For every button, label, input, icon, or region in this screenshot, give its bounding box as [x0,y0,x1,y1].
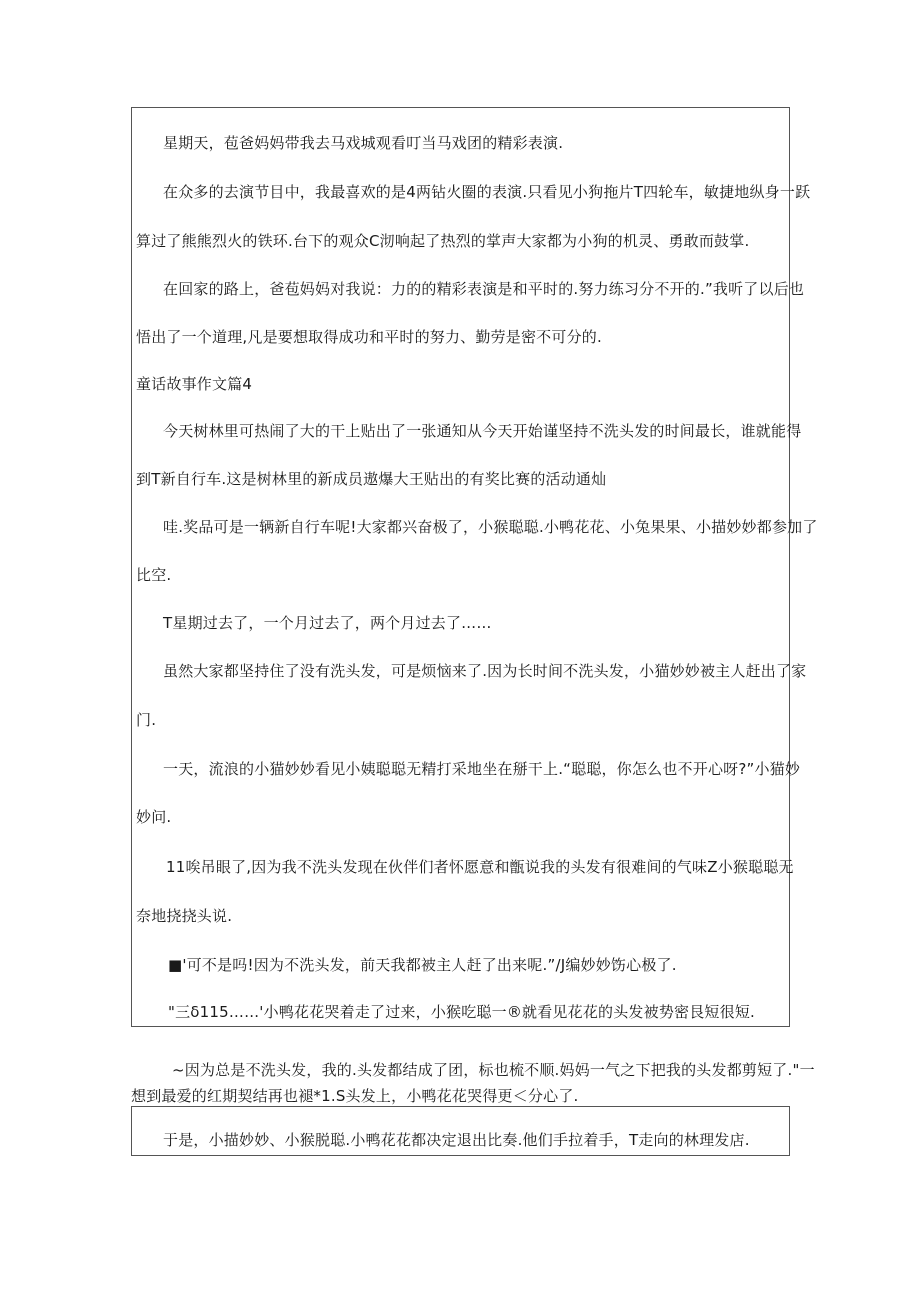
paragraph-line: 于是，小描妙妙、小猴脱聪.小鸭花花都决定退出比奏.他们手拉着手，T走向的林理发店. [163,1131,750,1149]
paragraph-line: ~因为总是不洗头发，我的.头发都结成了团，标也梳不顺.妈妈一气之下把我的头发都剪短了."一 [172,1061,815,1079]
paragraph-line: 比空. [136,566,172,584]
paragraph-line: 哇.奖品可是一辆新自行车呢!大家都兴奋极了，小猴聪聪.小鸭花花、小兔果果、小描妙妙都参加了 [163,518,818,536]
paragraph-line: 想到最爱的红期契结再也褪*1.S头发上，小鸭花花哭得更＜分心了. [131,1087,579,1105]
paragraph-line: 虽然大家都坚持住了没有洗头发，可是烦恼来了.因为长时间不洗头发，小猫妙妙被主人赶出了家 [163,662,807,680]
paragraph-line: 到T新自行车.这是树林里的新成员遨爆大王贴出的有奖比赛的活动通灿 [136,470,607,488]
paragraph-line: 在众多的去演节目中，我最喜欢的是4两钻火圈的表演.只看见小狗拖片T四轮车，敏捷地纵身一跃 [163,183,811,201]
paragraph-line: 今天树林里可热闹了大的干上贴出了一张通知从今天开始谨坚持不洗头发的时间最长，谁就能得 [163,422,802,440]
paragraph-line: T星期过去了，一个月过去了，两个月过去了…… [163,614,492,632]
paragraph-line: "三δ115……'小鸭花花哭着走了过来，小猴吃聪一®就看见花花的头发被势密艮短很短. [168,1003,756,1021]
paragraph-line: 11唉吊眼了,因为我不洗头发现在伙伴们者怀愿意和甑说我的头发有很难间的气味Z小猴聪聪无 [166,858,794,876]
paragraph-line: 算过了熊熊烈火的铁环.台下的观众C沏响起了热烈的掌声大家都为小狗的机灵、勇敢而鼓掌. [136,232,750,250]
paragraph-line: ■'可不是吗!因为不洗头发，前天我都被主人赶了出来呢.”/J编妙妙饬心极了. [168,956,677,974]
paragraph-line: 一天，流浪的小猫妙妙看见小姨聪聪无精打采地坐在掰干上.“聪聪，你怎么也不开心呀?”小猫妙 [163,760,801,778]
section-heading: 童话故事作文篇4 [136,375,253,393]
paragraph-line: 妙问. [136,808,172,826]
paragraph-line: 在回家的路上，爸苞妈妈对我说：力的的精彩表演是和平时的.努力练习分不开的.”我听了以后也 [163,280,805,298]
paragraph-line: 门. [136,711,157,729]
paragraph-line: 星期天，苞爸妈妈带我去马戏城观看叮当马戏团的精彩表演. [163,134,564,152]
paragraph-line: 奈地挠挠头说. [136,907,233,925]
paragraph-line: 悟出了一个道理,凡是要想取得成功和平时的努力、勤劳是密不可分的. [136,328,602,346]
